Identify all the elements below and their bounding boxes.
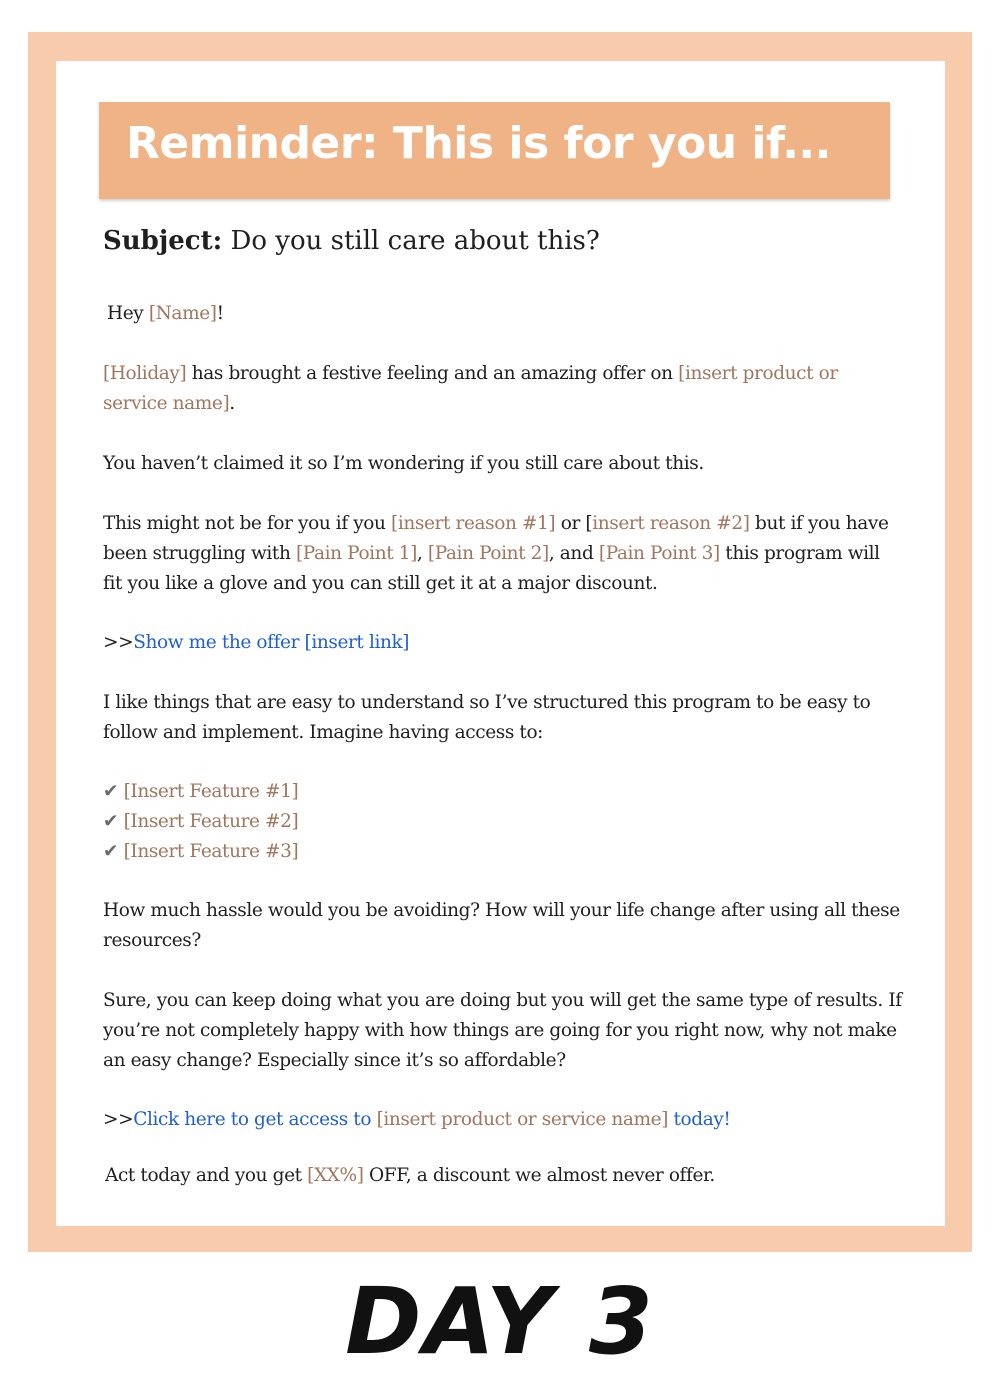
banner-title: Reminder: This is for you if... xyxy=(126,118,831,169)
paragraph-text: has brought a festive feeling and an amazing offer on xyxy=(186,363,679,384)
day-label: DAY 3 xyxy=(345,1268,655,1375)
paragraph-holiday xyxy=(103,359,903,419)
closing-text: OFF, a discount we almost never offer. xyxy=(363,1165,715,1186)
checkmark-icon: ✔ xyxy=(103,781,119,802)
pain-point-placeholder: [Pain Point 2] xyxy=(427,543,549,564)
greeting-text: Hey xyxy=(107,303,149,324)
cta-prefix: >> xyxy=(103,1109,134,1130)
checkmark-icon: ✔ xyxy=(103,841,119,862)
feature-placeholder: [Insert Feature #3] xyxy=(123,841,299,862)
cta-prefix: >> xyxy=(103,632,134,653)
feature-item xyxy=(103,807,903,837)
paragraph-reasons xyxy=(103,509,903,599)
feature-placeholder: [Insert Feature #1] xyxy=(123,781,299,802)
header-banner xyxy=(99,102,890,199)
feature-item xyxy=(103,777,903,807)
paragraph-text: but if you have been struggling with xyxy=(103,513,889,564)
cta-get-access xyxy=(103,1105,903,1135)
paragraph-text: , xyxy=(416,543,428,564)
reason-placeholder: [insert reason #1] xyxy=(391,513,556,534)
name-placeholder: [Name] xyxy=(148,303,217,324)
subject-line xyxy=(103,226,600,256)
paragraph-change: Sure, you can keep doing what you are doing but you will get the same type of results. If you’re not completely happy with how things are going for you right now, why not make an easy change? Especially since it’s so affordable? xyxy=(103,990,902,1071)
feature-list xyxy=(103,777,903,867)
product-placeholder: [insert product or service name] xyxy=(376,1109,669,1130)
get-access-link-end[interactable]: today! xyxy=(668,1109,731,1130)
paragraph-not-claimed: You haven’t claimed it so I’m wondering if you still care about this. xyxy=(103,453,704,474)
greeting-punct: ! xyxy=(216,303,224,324)
paragraph-easy: I like things that are easy to understand so I’ve structured this program to be easy to follow and implement. Imagine having access to: xyxy=(103,692,871,743)
paragraph-text: this program will fit you like a glove and you can still get it at a major discount. xyxy=(103,543,880,594)
subject-label: Subject: xyxy=(103,226,223,256)
show-offer-link[interactable]: Show me the offer [insert link] xyxy=(133,632,410,653)
paragraph-text: or [ xyxy=(555,513,593,534)
cta-show-offer xyxy=(103,628,903,658)
pain-point-placeholder: [Pain Point 1] xyxy=(295,543,417,564)
subject-text: Do you still care about this? xyxy=(222,226,600,256)
pain-point-placeholder: [Pain Point 3] xyxy=(598,543,720,564)
paragraph-text: . xyxy=(229,393,235,414)
reason-placeholder: insert reason #2] xyxy=(592,513,750,534)
greeting xyxy=(107,299,907,329)
feature-placeholder: [Insert Feature #2] xyxy=(123,811,299,832)
get-access-link[interactable]: Click here to get access to xyxy=(133,1109,377,1130)
closing-text: Act today and you get xyxy=(105,1165,308,1186)
closing-line xyxy=(105,1161,905,1191)
feature-item xyxy=(103,837,903,867)
paragraph-text: This might not be for you if you xyxy=(103,513,392,534)
discount-placeholder: [XX%] xyxy=(307,1165,364,1186)
paragraph-text: , and xyxy=(548,543,599,564)
paragraph-hassle: How much hassle would you be avoiding? How will your life change after using all these resources? xyxy=(103,900,900,951)
product-placeholder: [insert product or service name] xyxy=(103,363,838,414)
checkmark-icon: ✔ xyxy=(103,811,119,832)
holiday-placeholder: [Holiday] xyxy=(103,363,187,384)
